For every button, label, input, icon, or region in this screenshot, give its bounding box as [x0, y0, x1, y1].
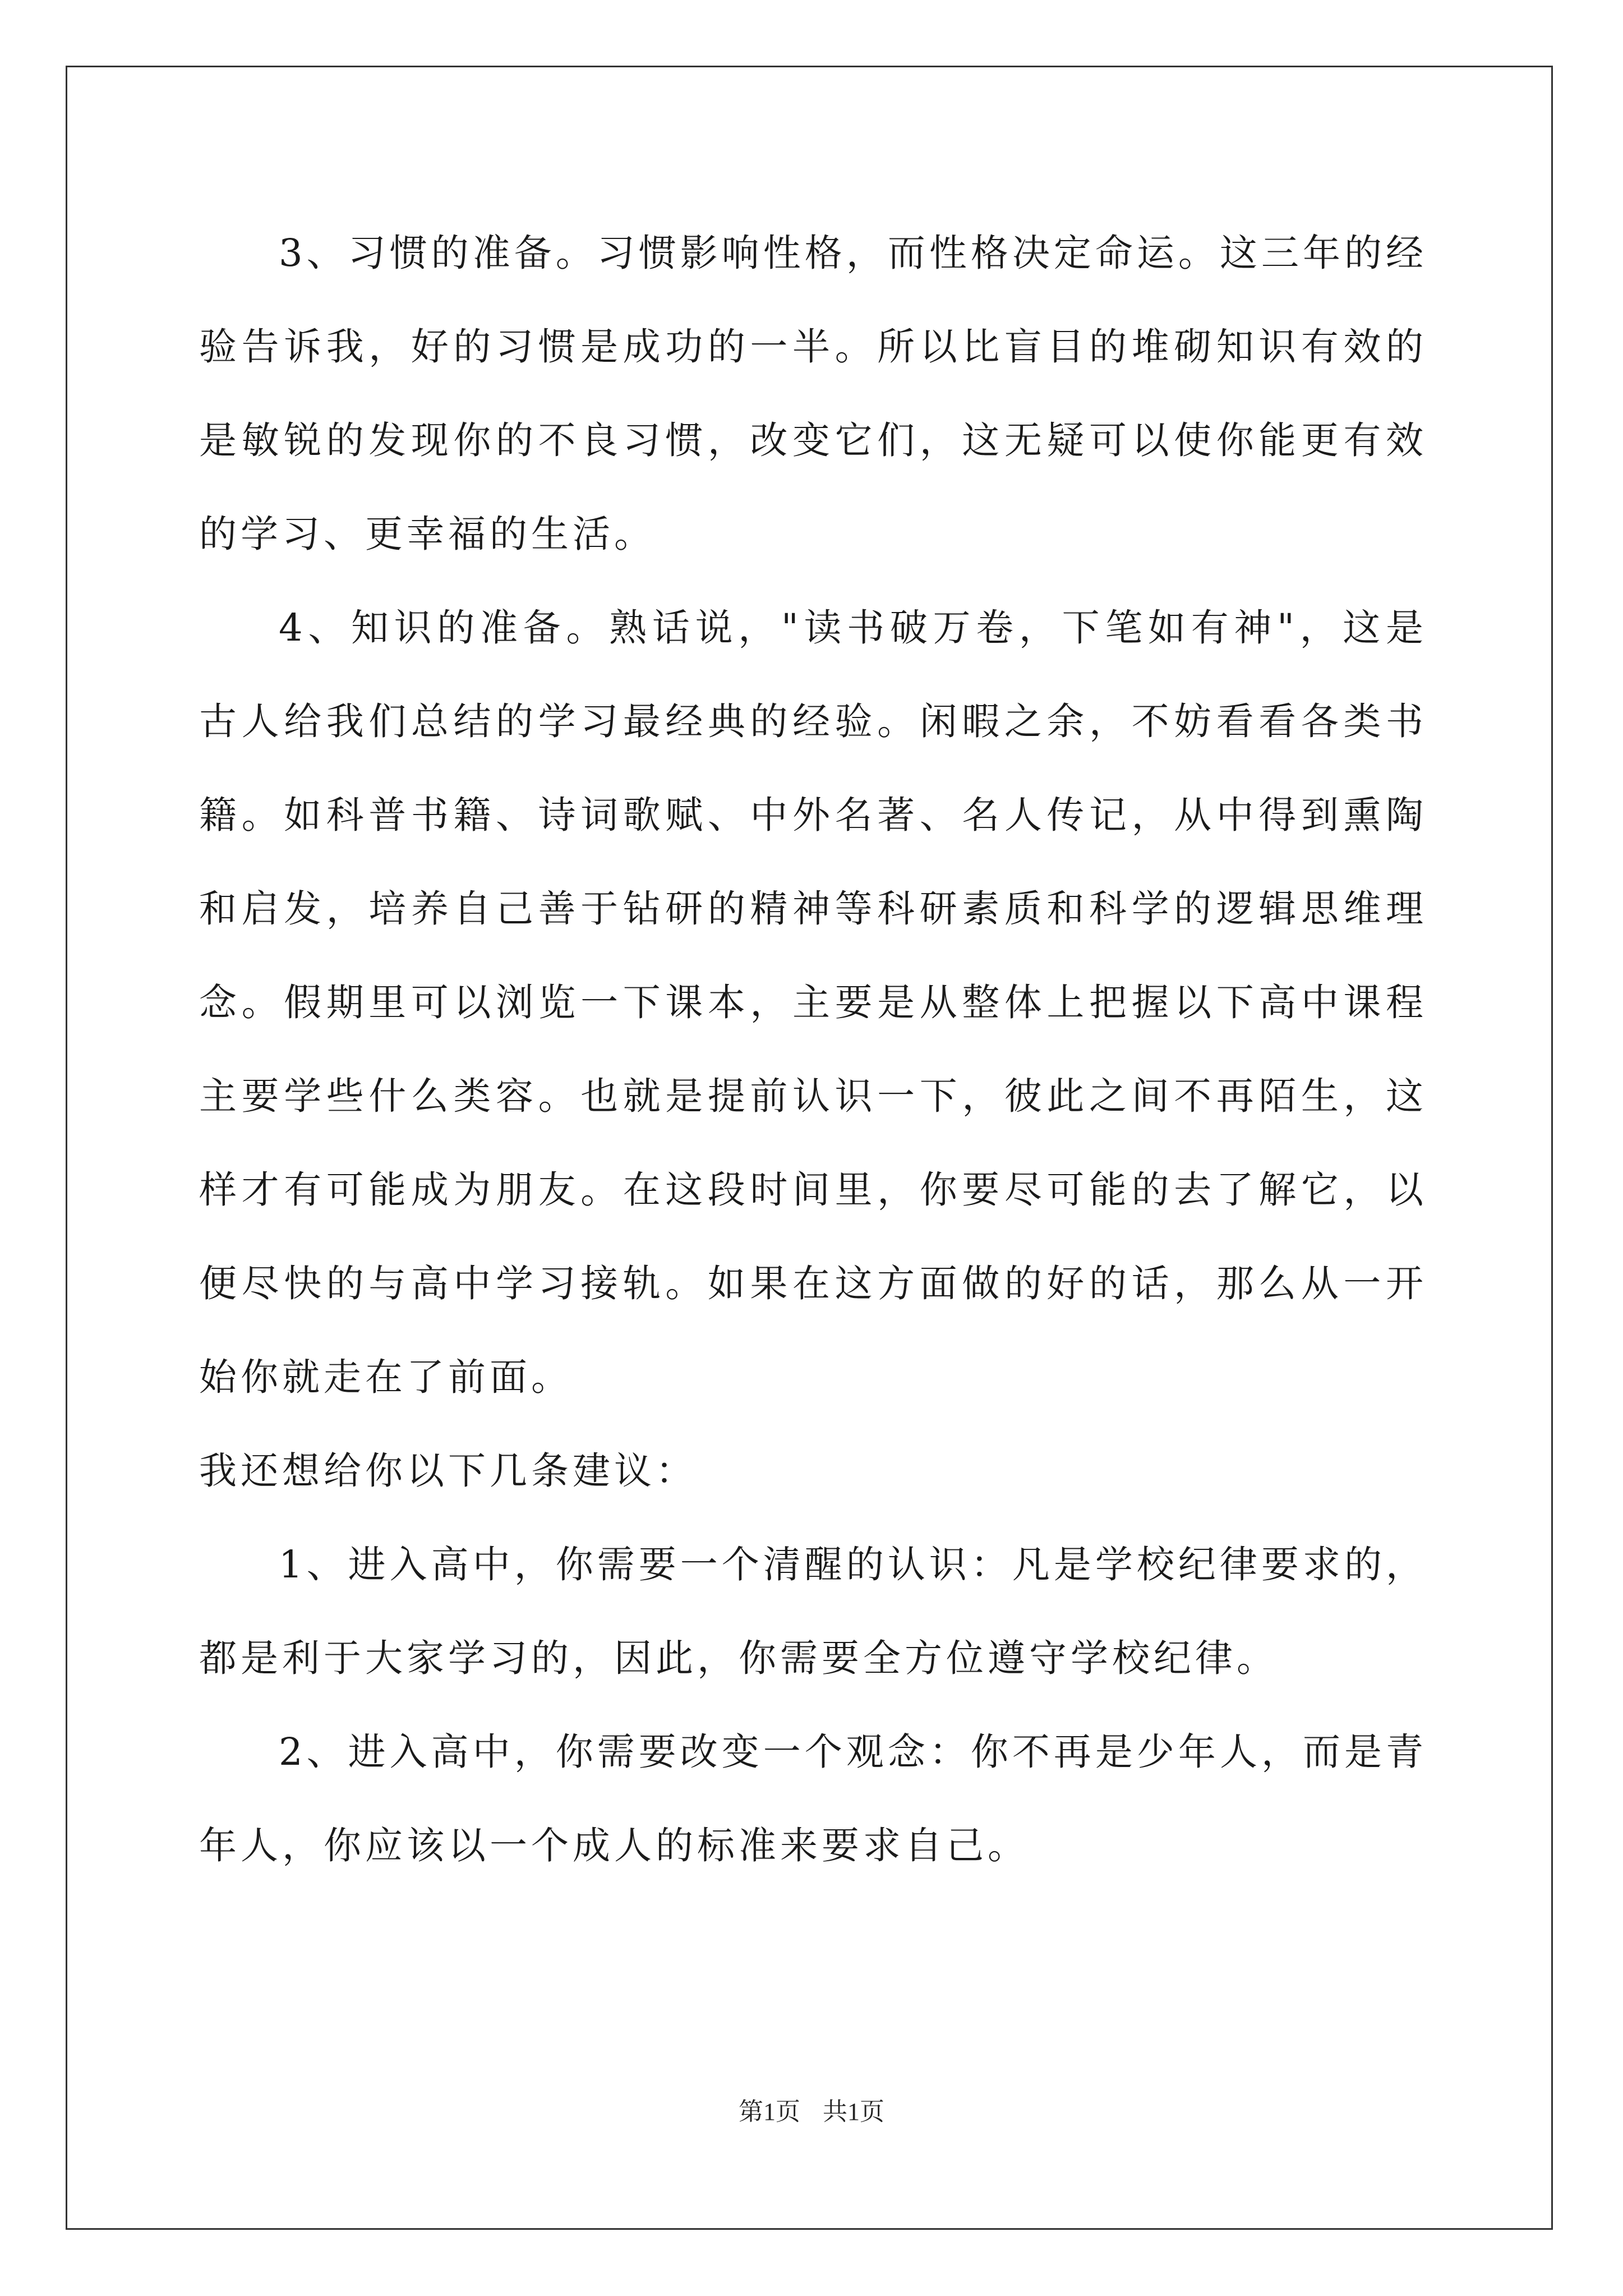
paragraph-suggestions-intro: 我还想给你以下几条建议：	[199, 1449, 697, 1493]
page-number: 第1页	[739, 2098, 800, 2125]
document-body	[199, 206, 1427, 1893]
page-total: 共1页	[823, 2098, 884, 2125]
page-footer	[0, 2091, 1623, 2127]
paragraph-suggestion-1: 1、进入高中，你需要一个清醒的认识：凡是学校纪律要求的，都是利于大家学习的，因此，你需要全方位遵守学校纪律。	[199, 1543, 1427, 1680]
paragraph-knowledge-preparation: 4、知识的准备。熟话说，"读书破万卷，下笔如有神"，这是古人给我们总结的学习最经典的经验。闲暇之余，不妨看看各类书籍。如科普书籍、诗词歌赋、中外名著、名人传记，从中得到熏陶和启发，培养自己善于钻研的精神等科研素质和科学的逻辑思维理念。假期里可以浏览一下课本，主要是从整体上把握以下高中课程主要学些什么类容。也就是提前认识一下，彼此之间不再陌生，这样才有可能成为朋友。在这段时间里，你要尽可能的去了解它，以便尽快的与高中学习接轨。如果在这方面做的好的话，那么从一开始你就走在了前面。	[199, 606, 1427, 1399]
paragraph-suggestion-2: 2、进入高中，你需要改变一个观念：你不再是少年人，而是青年人，你应该以一个成人的标准来要求自己。	[199, 1730, 1427, 1867]
paragraph-habit-preparation: 3、习惯的准备。习惯影响性格，而性格决定命运。这三年的经验告诉我，好的习惯是成功的一半。所以比盲目的堆砌知识有效的是敏锐的发现你的不良习惯，改变它们，这无疑可以使你能更有效的学习、更幸福的生活。	[199, 231, 1427, 556]
